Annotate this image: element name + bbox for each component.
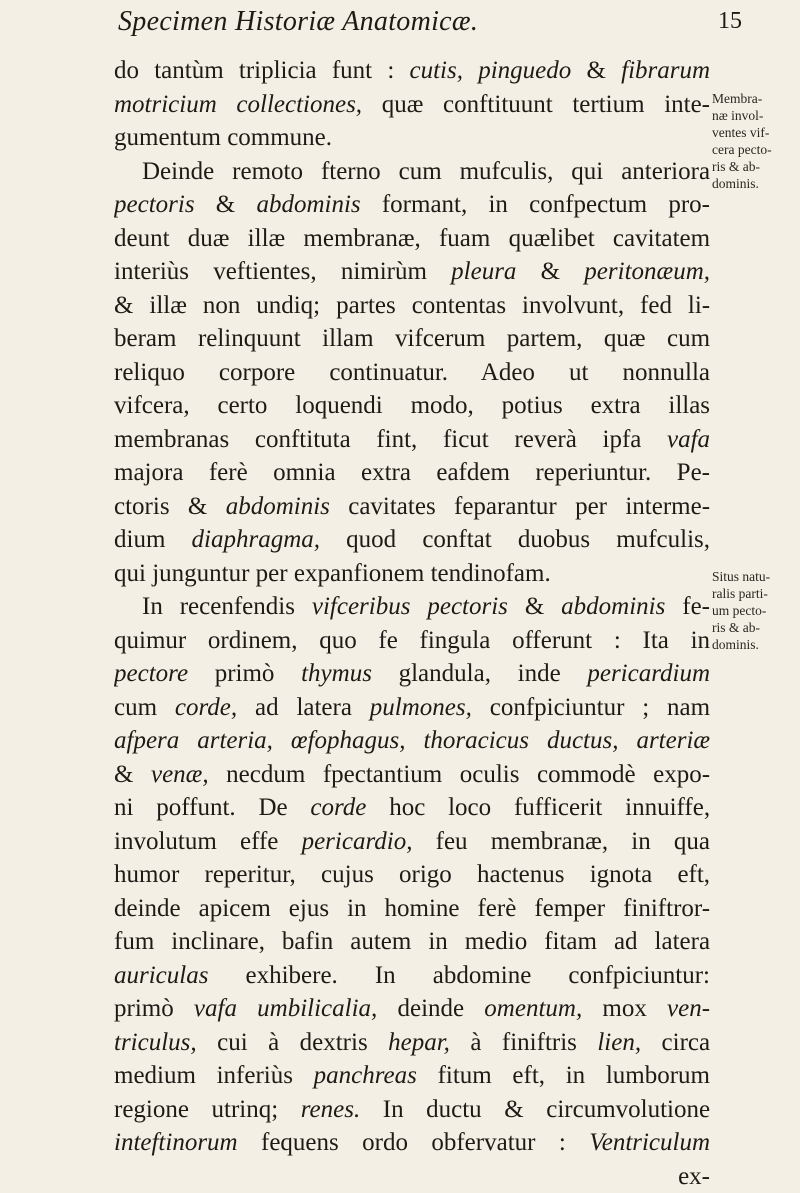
text-line: qui junguntur per expanfionem tendinofam.: [114, 557, 710, 591]
text-line: humor reperitur, cujus origo hactenus ignota eft,: [114, 858, 710, 892]
text-line: & venæ, necdum fpectantium oculis commodè expo-: [114, 758, 710, 792]
text-line: Deinde remoto fterno cum mufculis, qui anteriora: [114, 155, 710, 189]
text-line: cum corde, ad latera pulmones, confpiciuntur ; nam: [114, 691, 710, 725]
text-line: In recenfendis vifceribus pectoris & abdominis fe-: [114, 590, 710, 624]
margin-note-line: dominis.: [712, 175, 796, 192]
text-line: quimur ordinem, quo fe fingula offerunt : Ita in: [114, 624, 710, 658]
margin-note-line: ris & ab-: [712, 619, 796, 636]
page-number: 15: [718, 8, 742, 35]
text-line: deinde apicem ejus in homine ferè femper finiftror-: [114, 892, 710, 926]
text-line: regione utrinq; renes. In ductu & circumvolutione: [114, 1093, 710, 1127]
text-line: interiùs veftientes, nimirùm pleura & peritonæum,: [114, 255, 710, 289]
text-line: inteftinorum fequens ordo obfervatur : Ventriculum: [114, 1126, 710, 1160]
text-line: motricium collectiones, quæ conftituunt tertium inte-: [114, 88, 710, 122]
margin-note: [712, 568, 796, 653]
margin-note: [712, 90, 796, 192]
text-line: auriculas exhibere. In abdomine confpiciuntur:: [114, 959, 710, 993]
main-text: [114, 54, 710, 1193]
catchword: ex-: [114, 1160, 710, 1193]
text-line: involutum effe pericardio, feu membranæ, in qua: [114, 825, 710, 859]
text-line: deunt duæ illæ membranæ, fuam quælibet cavitatem: [114, 222, 710, 256]
text-line: reliquo corpore continuatur. Adeo ut nonnulla: [114, 356, 710, 390]
margin-note-line: ralis parti-: [712, 585, 796, 602]
text-line: pectoris & abdominis formant, in confpectum pro-: [114, 188, 710, 222]
margin-note-line: dominis.: [712, 636, 796, 653]
text-line: ctoris & abdominis cavitates feparantur per interme-: [114, 490, 710, 524]
margin-note-line: um pecto-: [712, 602, 796, 619]
text-line: pectore primò thymus glandula, inde pericardium: [114, 657, 710, 691]
text-line: triculus, cui à dextris hepar, à finiftris lien, circa: [114, 1026, 710, 1060]
running-title: [118, 6, 678, 38]
margin-note-line: næ invol-: [712, 107, 796, 124]
text-line: fum inclinare, bafin autem in medio fitam ad latera: [114, 925, 710, 959]
text-line: afpera arteria, œfophagus, thoracicus ductus, arteriæ: [114, 724, 710, 758]
margin-note-line: ventes vif-: [712, 124, 796, 141]
text-line: beram relinquunt illam vifcerum partem, quæ cum: [114, 322, 710, 356]
text-line: ni poffunt. De corde hoc loco fufficerit innuiffe,: [114, 791, 710, 825]
text-line: primò vafa umbilicalia, deinde omentum, mox ven-: [114, 992, 710, 1026]
margin-note-line: Situs natu-: [712, 568, 796, 585]
text-line: do tantùm triplicia funt : cutis, pinguedo & fibrarum: [114, 54, 710, 88]
text-line: dium diaphragma, quod conftat duobus mufculis,: [114, 523, 710, 557]
text-line: membranas conftituta fint, ficut reverà ipfa vafa: [114, 423, 710, 457]
margin-note-line: ris & ab-: [712, 158, 796, 175]
text-line: majora ferè omnia extra eafdem reperiuntur. Pe-: [114, 456, 710, 490]
text-line: medium inferiùs panchreas fitum eft, in lumborum: [114, 1059, 710, 1093]
text-line: gumentum commune.: [114, 121, 710, 155]
margin-note-line: Membra-: [712, 90, 796, 107]
text-line: vifcera, certo loquendi modo, potius extra illas: [114, 389, 710, 423]
running-title-text: Specimen Historiæ Anatomicæ.: [118, 6, 478, 37]
text-line: & illæ non undiq; partes contentas involvunt, fed li-: [114, 289, 710, 323]
margin-note-line: cera pecto-: [712, 141, 796, 158]
